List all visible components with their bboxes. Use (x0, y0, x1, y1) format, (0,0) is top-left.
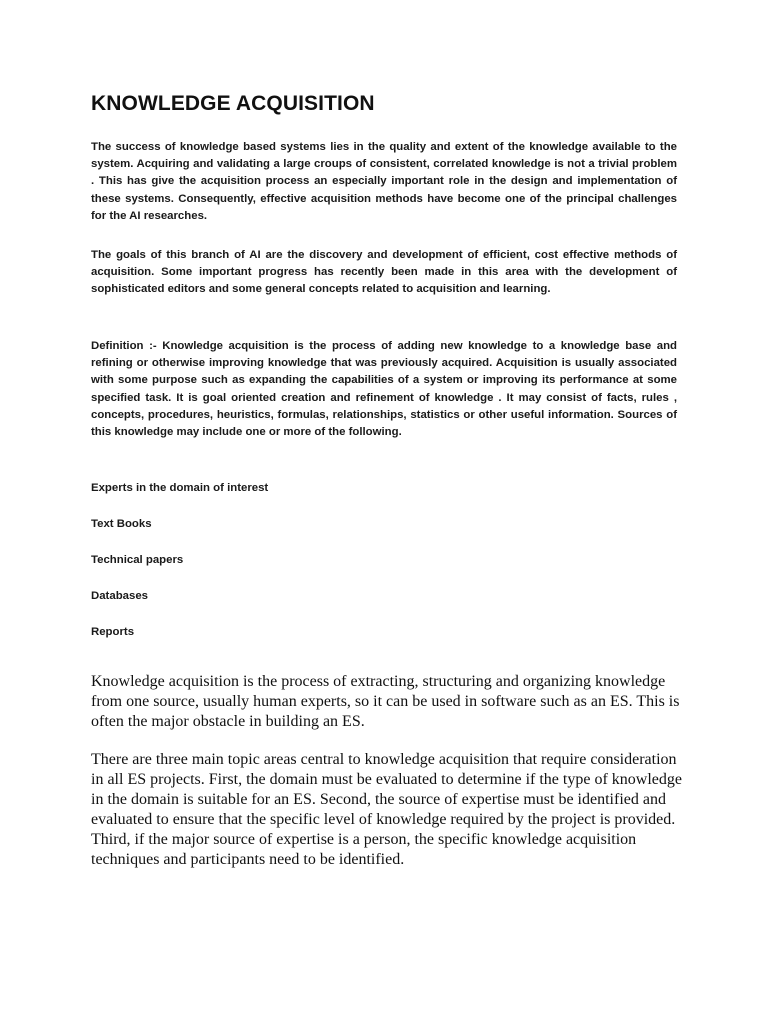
definition-paragraph: Definition :- Knowledge acquisition is the process of adding new knowledge to a knowledge base and refining or otherwise improving knowledge that was previously acquired. Acquisition is usually associated with some purpose such as expanding the capabilities of a system or improving its performance at some specified task. It is goal oriented creation and refinement of knowledge . It may consist of facts, rules , concepts, procedures, heuristics, formulas, relationships, statistics or other useful information. Sources of this knowledge may include one or more of the following. (91, 340, 677, 439)
source-item-reports: Reports (91, 626, 135, 638)
intro-paragraph: The success of knowledge based systems lies in the quality and extent of the knowledge available to the system. Acquiring and validating a large croups of consistent, correlated knowledge is not a trivial problem . This has give the acquisition process an especially important role in the design and implementation of these systems. Consequently, effective acquisition methods have become one of the principal challenges for the AI researches. (91, 141, 677, 222)
page-title: KNOWLEDGE ACQUISITION (91, 92, 375, 115)
goals-paragraph: The goals of this branch of AI are the discovery and development of efficient, cost effective methods of acquisition. Some important progress has recently been made in this area with the development of sophisticated editors and some general concepts related to acquisition and learning. (91, 249, 677, 296)
source-item-databases: Databases (91, 590, 148, 602)
acquisition-process-paragraph: Knowledge acquisition is the process of extracting, structuring and organizing knowledge from one source, usually human experts, so it can be used in software such as an ES. This is often the major obstacle in building an ES. (91, 673, 680, 730)
topic-areas-paragraph: There are three main topic areas central to knowledge acquisition that require consideration in all ES projects. First, the domain must be evaluated to determine if the type of knowledge in the domain is suitable for an ES. Second, the source of expertise must be identified and evaluated to ensure that the specific level of knowledge required by the project is provided. Third, if the major source of expertise is a person, the specific knowledge acquisition techniques and participants need to be identified. (91, 751, 682, 868)
source-item-text-books: Text Books (91, 518, 152, 530)
source-item-technical-papers: Technical papers (91, 554, 184, 566)
source-item-experts: Experts in the domain of interest (91, 482, 269, 494)
